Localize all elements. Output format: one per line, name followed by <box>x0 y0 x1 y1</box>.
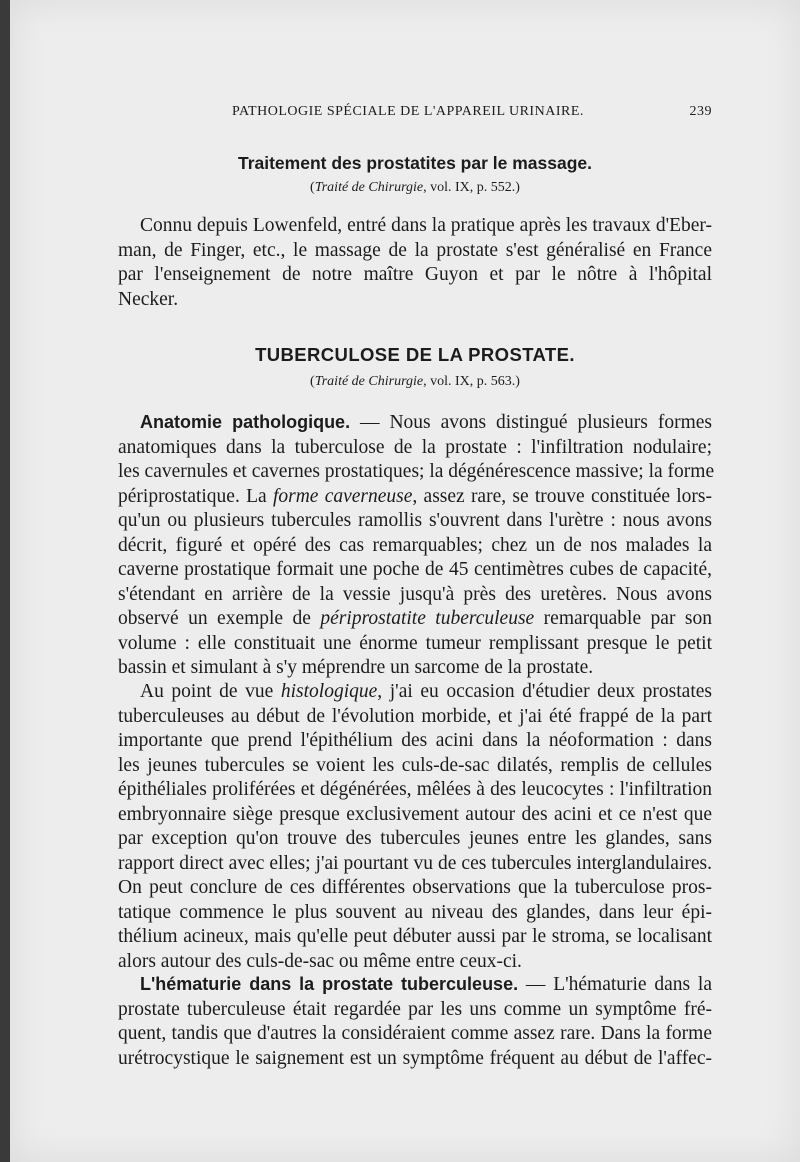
subheading-hematurie: L'hématurie dans la prostate tuberculeuse. <box>140 974 519 994</box>
subheading-anatomie: Anatomie pathologique. <box>140 412 351 432</box>
reference-citation: (Traité de Chirurgie, vol. IX, p. 563.) <box>310 374 520 389</box>
running-title: PATHOLOGIE SPÉCIALE DE L'APPAREIL URINAIRE. <box>232 104 584 119</box>
text-line: s'étendant en arrière de la vessie jusqu'à près des uretères. Nous avons <box>118 583 712 605</box>
text-line: les cavernules et cavernes prostatiques; la dégénérescence massive; la forme <box>118 461 715 482</box>
text-line: Anatomie pathologique. — Nous avons distingué plusieurs formes <box>140 412 712 433</box>
text-line: thélium acineux, mais qu'elle peut débuter aussi par le stroma, se localisant <box>118 926 712 947</box>
page-number: 239 <box>689 104 712 119</box>
text-line: tatique commence le plus souvent au niveau des glandes, dans leur épi- <box>118 901 712 923</box>
paragraph-anatomie <box>118 410 715 681</box>
paragraph-hematurie <box>118 972 712 1071</box>
text-line: Necker. <box>118 288 179 310</box>
section-title-tuberculose: TUBERCULOSE DE LA PROSTATE. <box>255 344 575 365</box>
text-line: rapport direct avec elles; j'ai pourtant vu de ces tubercules interglandulaires. <box>118 852 712 874</box>
text-line: par l'enseignement de notre maître Guyon et par le nôtre à l'hôpital <box>118 264 712 285</box>
text-line: volume : elle constituait une énorme tumeur remplissant presque le petit <box>118 632 712 654</box>
text-line: caverne prostatique formait une poche de 45 centimètres cubes de capacité, <box>118 559 712 580</box>
text-line: alors autour des culs-de-sac ou même entre ceux-ci. <box>118 950 522 972</box>
text-line: L'hématurie dans la prostate tuberculeuse. — L'hématurie dans la <box>140 974 712 995</box>
text-line: prostate tuberculeuse était regardée par les uns comme un symptôme fré- <box>118 998 712 1020</box>
text-line: qu'un ou plusieurs tubercules ramollis s'ouvrent dans l'urètre : nous avons <box>118 510 712 531</box>
section-title-massage: Traitement des prostatites par le massage. <box>237 153 593 173</box>
paragraph-histologique <box>118 680 712 974</box>
reference-citation: (Traité de Chirurgie, vol. IX, p. 552.) <box>310 180 520 195</box>
paragraph-massage <box>118 214 712 312</box>
text-line: les jeunes tubercules se voient les culs-de-sac dilatés, remplis de cellules <box>118 754 712 776</box>
text-line: On peut conclure de ces différentes observations que la tuberculose pros- <box>118 877 712 898</box>
text-line: périprostatique. La forme caverneuse, assez rare, se trouve constituée lors- <box>118 485 713 507</box>
text-line: quent, tandis que d'autres la considéraient comme assez rare. Dans la forme <box>118 1023 712 1044</box>
text-line: Connu depuis Lowenfeld, entré dans la pratique après les travaux d'Eber- <box>140 215 712 236</box>
text-line: man, de Finger, etc., le massage de la prostate s'est généralisé en France <box>118 239 712 261</box>
text-line: observé un exemple de périprostatite tuberculeuse remarquable par son <box>118 608 712 629</box>
text-line: bassin et simulant à s'y méprendre un sarcome de la prostate. <box>118 657 594 678</box>
text-line: Au point de vue histologique, j'ai eu occasion d'étudier deux prostates <box>140 681 712 702</box>
text-line: décrit, figuré et opéré des cas remarquables; chez un de nos malades la <box>118 534 712 556</box>
text-line: embryonnaire siège presque exclusivement autour des acini et ce n'est que <box>118 803 712 825</box>
text-line: anatomiques dans la tuberculose de la prostate : l'infiltration nodulaire; <box>118 436 712 458</box>
text-line: urétrocystique le saignement est un symptôme fréquent au début de l'affec- <box>118 1047 712 1069</box>
text-line: épithéliales proliférées et dégénérées, mêlées à des leucocytes : l'infiltration <box>118 779 712 800</box>
document-page <box>10 0 800 1162</box>
running-header <box>232 104 712 120</box>
text-line: importante que prend l'épithélium des acini dans la néoformation : dans <box>118 730 712 751</box>
text-line: tuberculeuses au début de l'évolution morbide, et j'ai été frappé de la part <box>118 705 712 727</box>
text-line: par exception qu'on trouve des tubercules jeunes entre les glandes, sans <box>118 828 712 849</box>
